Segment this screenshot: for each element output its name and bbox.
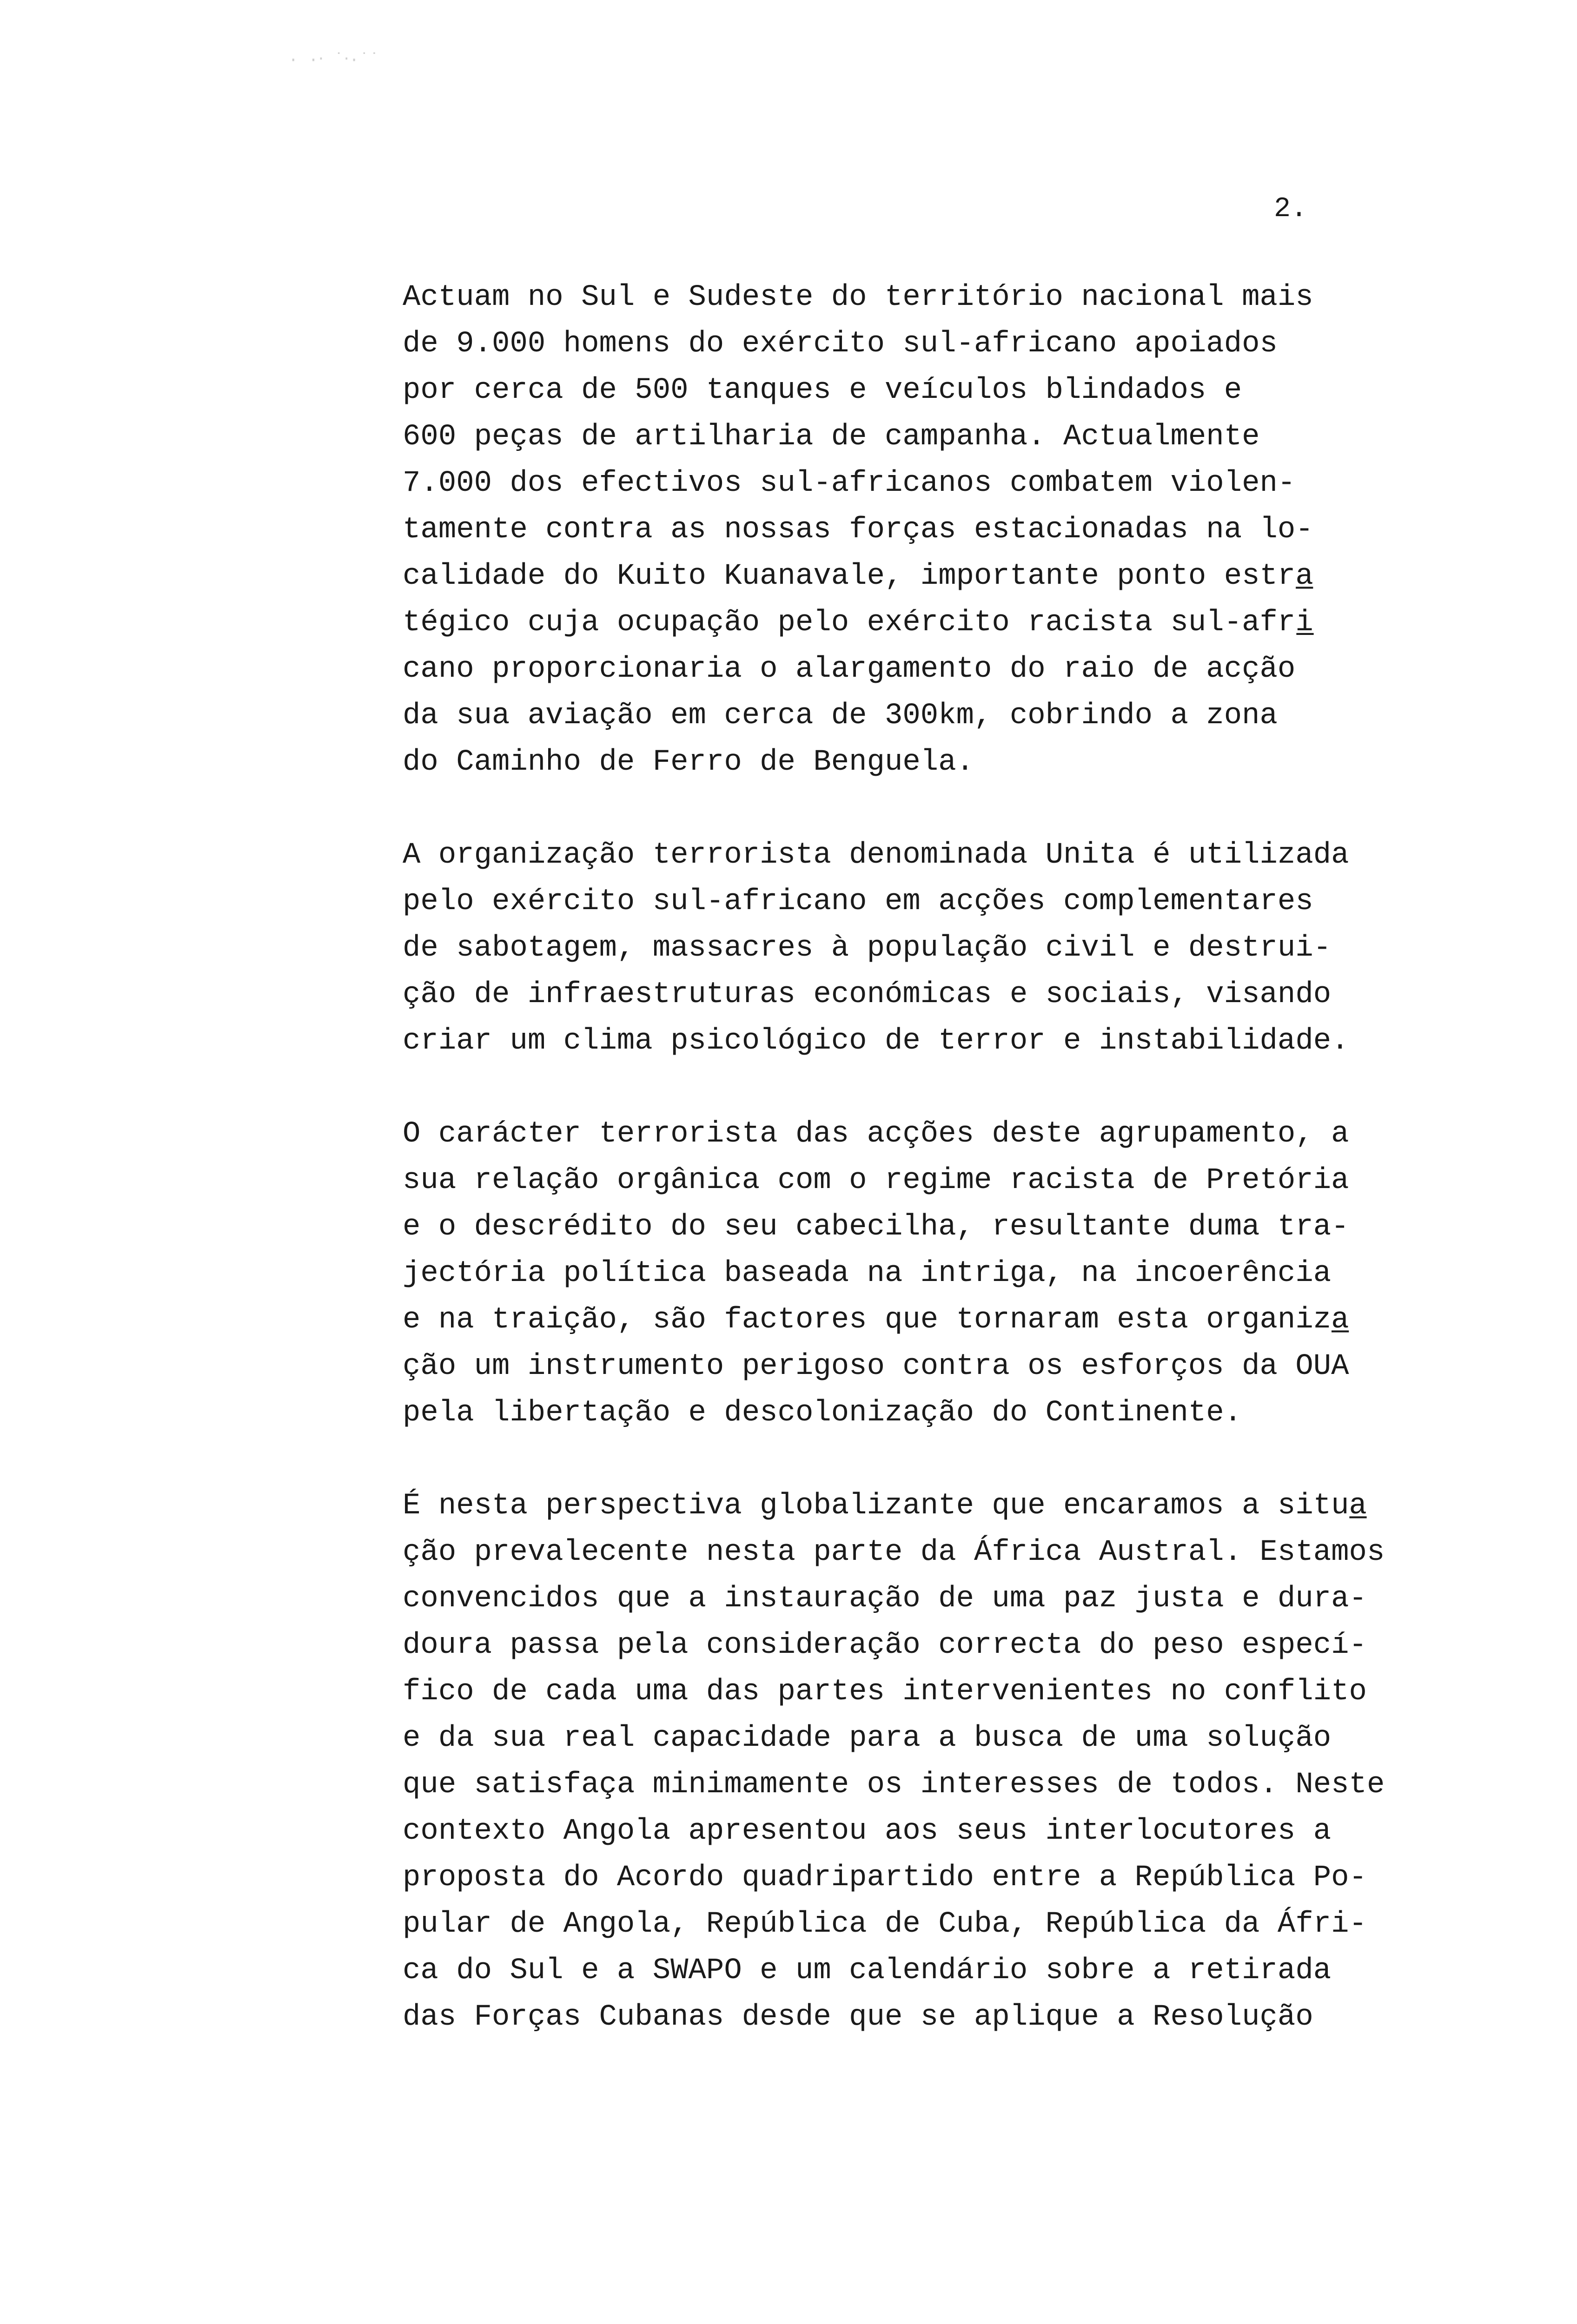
- text-line: ção prevalecente nesta parte da África Austral. Estamos: [403, 1536, 1385, 1569]
- text-line: calidade do Kuito Kuanavale, importante ponto estra̲: [403, 560, 1313, 593]
- text-line: sua relação orgânica com o regime racista de Pretória: [403, 1164, 1349, 1197]
- text-line: da sua aviação em cerca de 300km, cobrindo a zona: [403, 699, 1278, 733]
- text-line: criar um clima psicológico de terror e instabilidade.: [403, 1024, 1349, 1058]
- text-line: que satisfaça minimamente os interesses de todos. Neste: [403, 1768, 1385, 1802]
- paragraph-south-african-forces: [403, 274, 1313, 786]
- text-line: ca do Sul e a SWAPO e um calendário sobre a retirada: [403, 1954, 1332, 1987]
- scan-artifact: · ·‧ ˙‧·˙˙: [288, 51, 379, 70]
- text-line: tégico cuja ocupação pelo exército racista sul-afri̲: [403, 606, 1313, 640]
- text-line: e da sua real capacidade para a busca de uma solução: [403, 1722, 1332, 1755]
- text-line: proposta do Acordo quadripartido entre a República Po-: [403, 1861, 1367, 1895]
- text-line: A organização terrorista denominada Unita é utilizada: [403, 838, 1349, 872]
- page-number: 2.: [1274, 193, 1308, 225]
- text-line: cano proporcionaria o alargamento do raio de acção: [403, 653, 1296, 686]
- text-line: O carácter terrorista das acções deste agrupamento, a: [403, 1117, 1349, 1151]
- paragraph-global-perspective: [403, 1483, 1385, 2040]
- text-line: e na traição, são factores que tornaram esta organiza̲: [403, 1303, 1349, 1337]
- text-line: convencidos que a instauração de uma paz justa e dura-: [403, 1582, 1367, 1616]
- paragraph-unita: [403, 832, 1349, 1064]
- text-line: de 9.000 homens do exército sul-africano apoiados: [403, 327, 1278, 361]
- text-line: 600 peças de artilharia de campanha. Actualmente: [403, 420, 1260, 454]
- text-line: ção de infraestruturas económicas e sociais, visando: [403, 978, 1332, 1011]
- text-line: tamente contra as nossas forças estacionadas na lo-: [403, 513, 1313, 547]
- text-line: e o descrédito do seu cabecilha, resultante duma tra-: [403, 1210, 1349, 1244]
- text-line: fico de cada uma das partes intervenientes no conflito: [403, 1675, 1367, 1709]
- text-line: jectória política baseada na intriga, na incoerência: [403, 1257, 1332, 1290]
- paragraph-terrorist-character: [403, 1111, 1349, 1436]
- text-line: de sabotagem, massacres à população civil e destrui-: [403, 931, 1332, 965]
- text-line: 7.000 dos efectivos sul-africanos combatem violen-: [403, 467, 1296, 500]
- text-line: Actuam no Sul e Sudeste do território nacional mais: [403, 281, 1313, 314]
- text-line: pela libertação e descolonização do Continente.: [403, 1396, 1242, 1430]
- text-line: doura passa pela consideração correcta do peso especí-: [403, 1629, 1367, 1662]
- text-line: pular de Angola, República de Cuba, República da Áfri-: [403, 1908, 1367, 1941]
- text-line: É nesta perspectiva globalizante que encaramos a situa̲: [403, 1489, 1367, 1523]
- text-line: contexto Angola apresentou aos seus interlocutores a: [403, 1815, 1332, 1848]
- text-line: por cerca de 500 tanques e veículos blindados e: [403, 374, 1242, 407]
- text-line: do Caminho de Ferro de Benguela.: [403, 746, 974, 779]
- text-line: das Forças Cubanas desde que se aplique a Resolução: [403, 2000, 1313, 2034]
- text-line: ção um instrumento perigoso contra os esforços da OUA: [403, 1350, 1349, 1383]
- text-line: pelo exército sul-africano em acções complementares: [403, 885, 1313, 918]
